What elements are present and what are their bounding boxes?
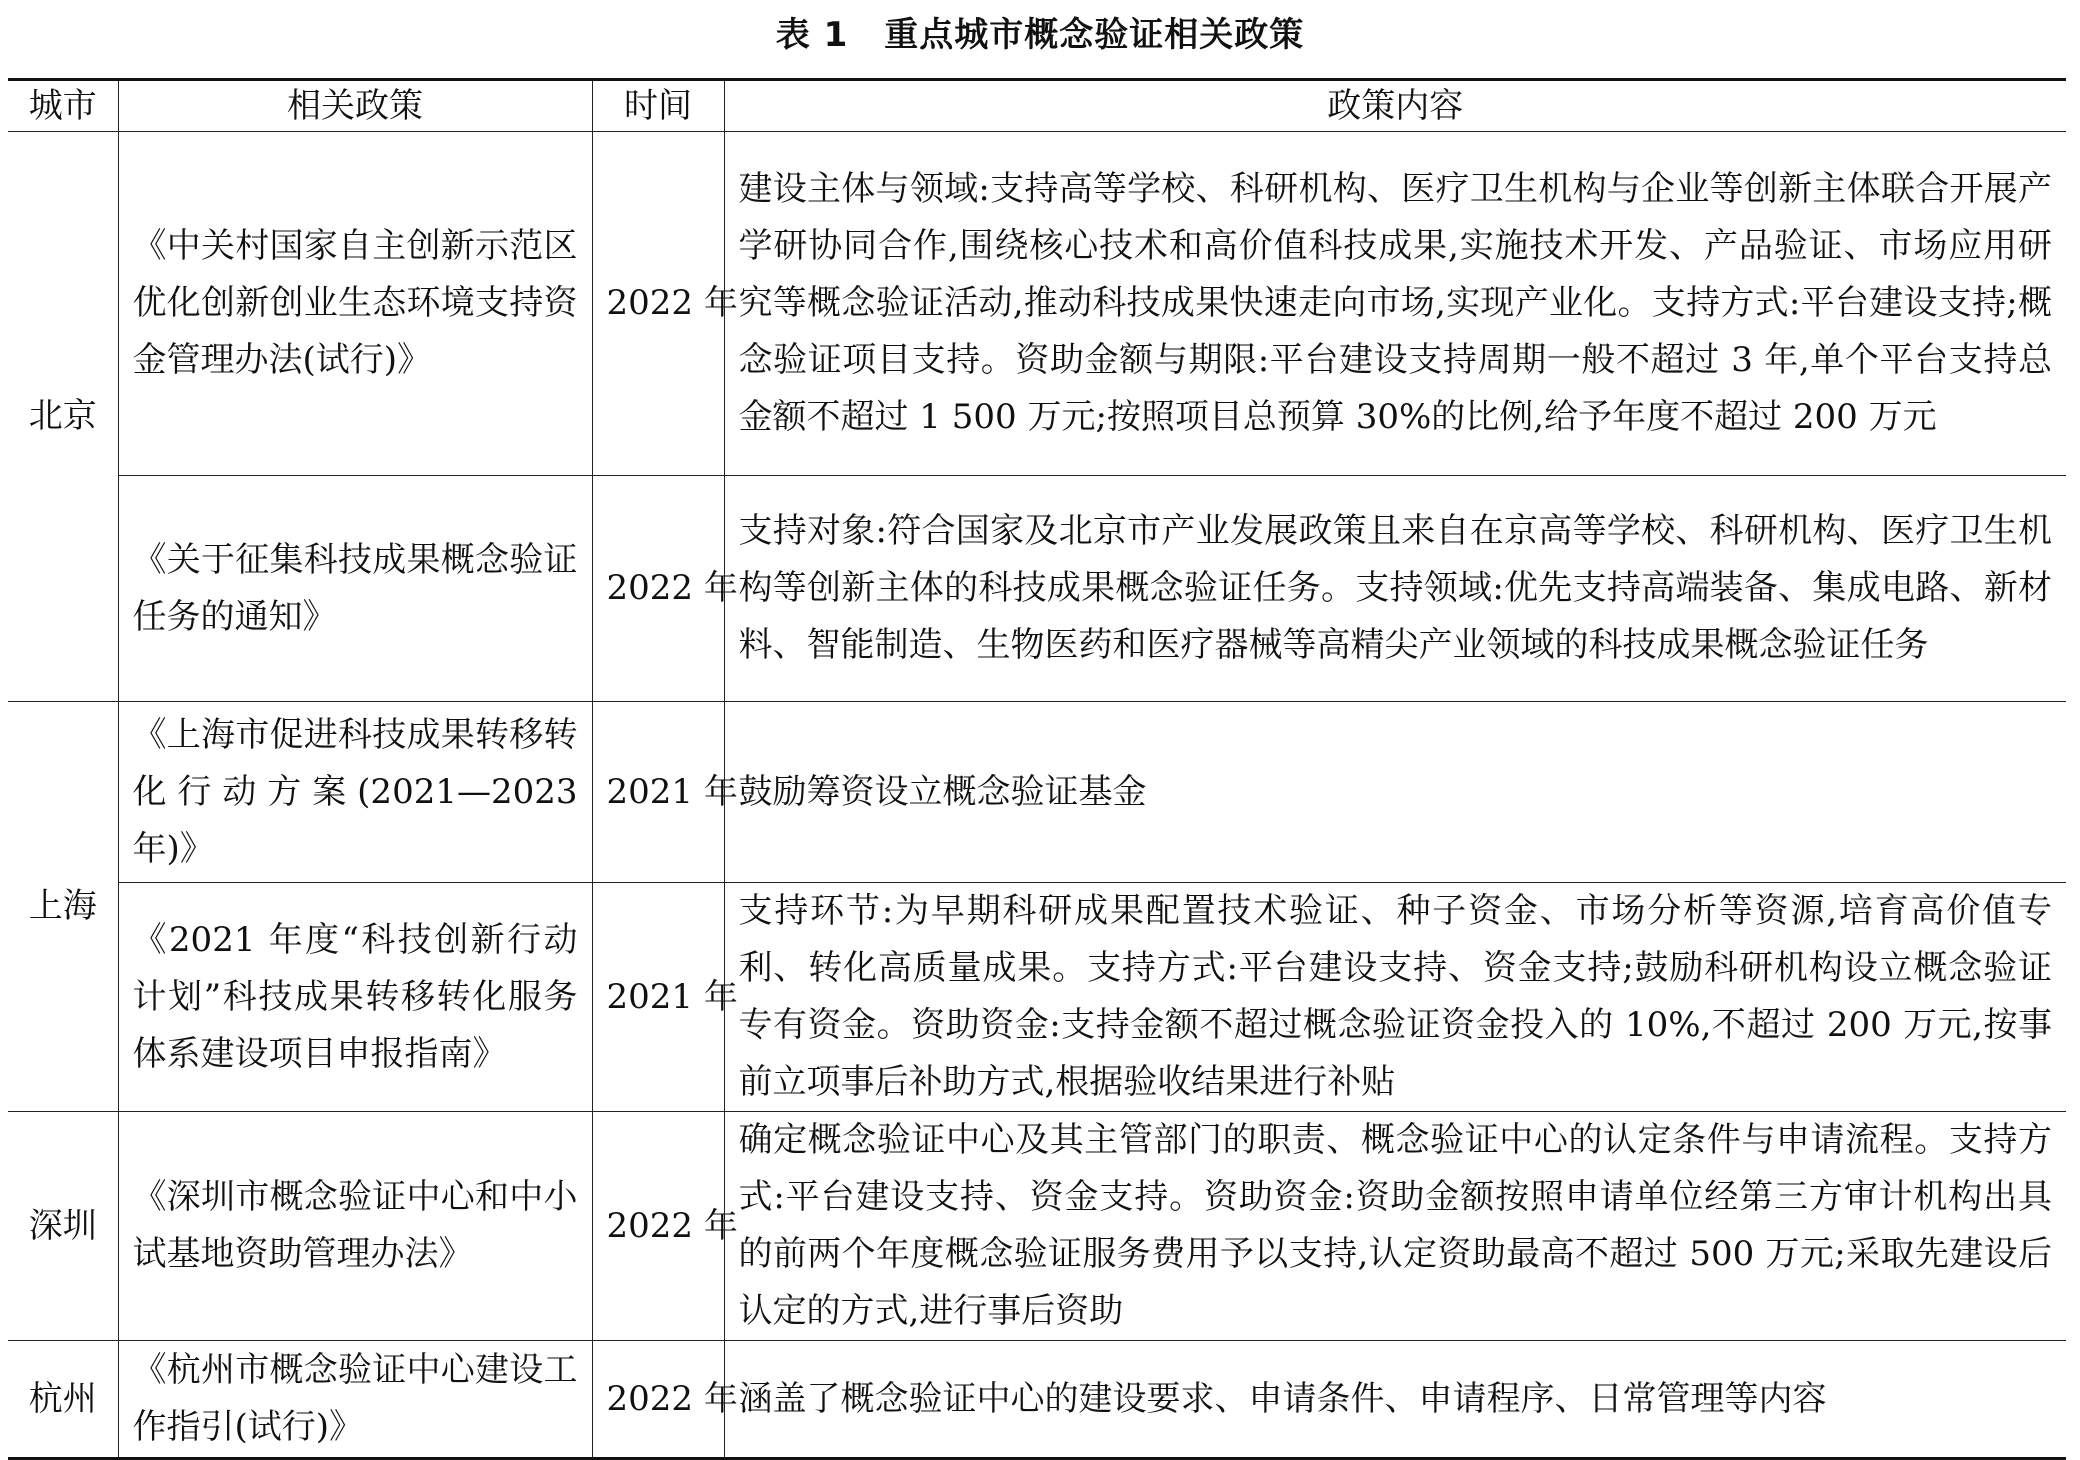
policy-content-cell: 支持对象:符合国家及北京市产业发展政策且来自在京高等学校、科研机构、医疗卫生机构等创新主体的科技成果概念验证任务。支持领域:优先支持高端装备、集成电路、新材料、智能制造、生物医药和医疗器械等高精尖产业领域的科技成果概念验证任务 xyxy=(724,476,2066,702)
city-cell-shenzhen: 深圳 xyxy=(8,1112,118,1341)
policy-name-cell: 《中关村国家自主创新示范区优化创新创业生态环境支持资金管理办法(试行)》 xyxy=(118,132,592,476)
city-cell-beijing: 北京 xyxy=(8,132,118,702)
policy-name-cell: 《关于征集科技成果概念验证任务的通知》 xyxy=(118,476,592,702)
header-content: 政策内容 xyxy=(724,80,2066,132)
city-cell-shanghai: 上海 xyxy=(8,702,118,1112)
policy-name-cell: 《2021 年度“科技创新行动计划”科技成果转移转化服务体系建设项目申报指南》 xyxy=(118,883,592,1112)
table-row xyxy=(8,1112,2066,1341)
header-row xyxy=(8,80,2066,132)
time-cell: 2021 年 xyxy=(592,883,724,1112)
table-row xyxy=(8,883,2066,1112)
time-cell: 2022 年 xyxy=(592,1341,724,1459)
policy-table xyxy=(8,78,2066,1460)
table-row xyxy=(8,702,2066,883)
table-title: 重点城市概念验证相关政策 xyxy=(884,15,1305,55)
policy-content-cell: 确定概念验证中心及其主管部门的职责、概念验证中心的认定条件与申请流程。支持方式:平台建设支持、资金支持。资助资金:资助金额按照申请单位经第三方审计机构出具的前两个年度概念验证服务费用予以支持,认定资助最高不超过 500 万元;采取先建设后认定的方式,进行事后资助 xyxy=(724,1112,2066,1341)
header-time: 时间 xyxy=(592,80,724,132)
policy-content-cell: 鼓励筹资设立概念验证基金 xyxy=(724,702,2066,883)
policy-content-cell: 支持环节:为早期科研成果配置技术验证、种子资金、市场分析等资源,培育高价值专利、转化高质量成果。支持方式:平台建设支持、资金支持;鼓励科研机构设立概念验证专有资金。资助资金:支持金额不超过概念验证资金投入的 10%,不超过 200 万元,按事前立项事后补助方式,根据验收结果进行补贴 xyxy=(724,883,2066,1112)
header-city: 城市 xyxy=(8,80,118,132)
time-cell: 2022 年 xyxy=(592,1112,724,1341)
policy-name-cell: 《深圳市概念验证中心和中小试基地资助管理办法》 xyxy=(118,1112,592,1341)
table-row xyxy=(8,132,2066,476)
table-number: 表 1 xyxy=(775,15,849,55)
policy-content-cell: 涵盖了概念验证中心的建设要求、申请条件、申请程序、日常管理等内容 xyxy=(724,1341,2066,1459)
city-cell-hangzhou: 杭州 xyxy=(8,1341,118,1459)
policy-content-cell: 建设主体与领域:支持高等学校、科研机构、医疗卫生机构与企业等创新主体联合开展产学研协同合作,围绕核心技术和高价值科技成果,实施技术开发、产品验证、市场应用研究等概念验证活动,推动科技成果快速走向市场,实现产业化。支持方式:平台建设支持;概念验证项目支持。资助金额与期限:平台建设支持周期一般不超过 3 年,单个平台支持总金额不超过 1 500 万元;按照项目总预算 30%的比例,给予年度不超过 200 万元 xyxy=(724,132,2066,476)
time-cell: 2021 年 xyxy=(592,702,724,883)
time-cell: 2022 年 xyxy=(592,476,724,702)
policy-name-cell: 《杭州市概念验证中心建设工作指引(试行)》 xyxy=(118,1341,592,1459)
header-policy: 相关政策 xyxy=(118,80,592,132)
table-caption xyxy=(0,10,2080,60)
table-row xyxy=(8,476,2066,702)
policy-name-cell: 《上海市促进科技成果转移转化行动方案(2021—2023 年)》 xyxy=(118,702,592,883)
table-row xyxy=(8,1341,2066,1459)
time-cell: 2022 年 xyxy=(592,132,724,476)
